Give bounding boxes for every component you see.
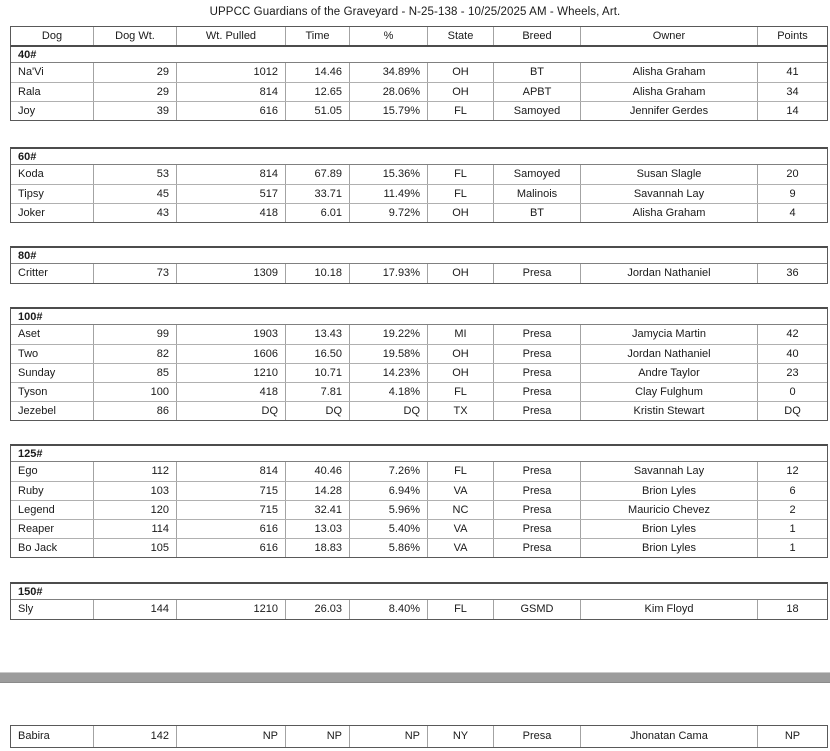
cell-breed: Presa xyxy=(493,325,580,344)
table-row xyxy=(11,325,827,344)
cell-wt-pulled: 1012 xyxy=(176,63,285,82)
cell-time: 13.43 xyxy=(285,325,349,344)
cell-points: 2 xyxy=(757,501,827,519)
cell-state: VA xyxy=(427,539,493,557)
cell-owner: Jamycia Martin xyxy=(580,325,757,344)
cell-dog: Bo Jack xyxy=(18,542,58,554)
cell-points: 0 xyxy=(757,383,827,401)
cell-percent: NP xyxy=(349,726,427,747)
cell-time: 40.46 xyxy=(285,462,349,481)
cell-time: 14.28 xyxy=(285,482,349,500)
cell-owner: Jennifer Gerdes xyxy=(580,102,757,120)
cell-owner: Alisha Graham xyxy=(580,63,757,82)
table-header-row xyxy=(10,26,828,47)
cell-state: FL xyxy=(427,462,493,481)
cell-time: DQ xyxy=(285,402,349,420)
table-row xyxy=(11,101,827,120)
cell-wt-pulled: 616 xyxy=(176,520,285,538)
cell-breed: Presa xyxy=(493,520,580,538)
cell-owner: Kim Floyd xyxy=(580,600,757,619)
weight-class-label: 125# xyxy=(11,446,827,462)
cell-wt-pulled: 616 xyxy=(176,539,285,557)
cell-dog: Joy xyxy=(18,105,36,117)
cell-state: OH xyxy=(427,83,493,101)
cell-dog: Sunday xyxy=(18,367,56,379)
cell-points: 41 xyxy=(757,63,827,82)
cell-dog: Tyson xyxy=(18,386,48,398)
cell-breed: GSMD xyxy=(493,600,580,619)
cell-breed: Presa xyxy=(493,501,580,519)
cell-points: 6 xyxy=(757,482,827,500)
cell-dog: Critter xyxy=(18,267,48,279)
cell-points: 42 xyxy=(757,325,827,344)
cell-state: TX xyxy=(427,402,493,420)
cell-dog: Ruby xyxy=(18,485,44,497)
cell-points: 40 xyxy=(757,345,827,363)
cell-wt-pulled: 1903 xyxy=(176,325,285,344)
cell-dog-wt: 82 xyxy=(93,345,176,363)
cell-owner: Savannah Lay xyxy=(580,462,757,481)
cell-time: 10.71 xyxy=(285,364,349,382)
cell-percent: 5.86% xyxy=(349,539,427,557)
cell-time: 14.46 xyxy=(285,63,349,82)
cell-percent: 17.93% xyxy=(349,264,427,283)
cell-points: 14 xyxy=(757,102,827,120)
cell-dog: Sly xyxy=(18,603,34,615)
cell-dog-wt: 29 xyxy=(93,63,176,82)
cell-points: 12 xyxy=(757,462,827,481)
cell-state: FL xyxy=(427,600,493,619)
cell-state: FL xyxy=(427,185,493,203)
cell-time: 67.89 xyxy=(285,165,349,184)
column-header-percent: % xyxy=(349,27,427,45)
cell-points: DQ xyxy=(757,402,827,420)
cell-wt-pulled: 814 xyxy=(176,462,285,481)
cell-percent: 4.18% xyxy=(349,383,427,401)
cell-time: 26.03 xyxy=(285,600,349,619)
cell-owner: Brion Lyles xyxy=(580,520,757,538)
cell-state: NC xyxy=(427,501,493,519)
cell-wt-pulled: 715 xyxy=(176,482,285,500)
cell-percent: 6.94% xyxy=(349,482,427,500)
cell-state: OH xyxy=(427,204,493,222)
cell-dog: Rala xyxy=(18,86,41,98)
cell-dog: Reaper xyxy=(18,523,55,535)
weight-class-label: 40# xyxy=(11,47,827,63)
cell-state: OH xyxy=(427,264,493,283)
weight-class-section-100 xyxy=(10,307,828,421)
cell-dog-wt: 29 xyxy=(93,83,176,101)
cell-state: OH xyxy=(427,345,493,363)
cell-dog-wt: 114 xyxy=(93,520,176,538)
cell-dog-wt: 100 xyxy=(93,383,176,401)
cell-wt-pulled: 1606 xyxy=(176,345,285,363)
cell-owner: Mauricio Chevez xyxy=(580,501,757,519)
cell-breed: Presa xyxy=(493,726,580,747)
cell-dog-wt: 85 xyxy=(93,364,176,382)
cell-state: MI xyxy=(427,325,493,344)
cell-dog-wt: 45 xyxy=(93,185,176,203)
cell-points: 4 xyxy=(757,204,827,222)
cell-percent: 8.40% xyxy=(349,600,427,619)
cell-owner: Jordan Nathaniel xyxy=(580,264,757,283)
cell-breed: Presa xyxy=(493,383,580,401)
table-row xyxy=(11,63,827,82)
cell-percent: 5.96% xyxy=(349,501,427,519)
cell-owner: Clay Fulghum xyxy=(580,383,757,401)
cell-breed: Samoyed xyxy=(493,102,580,120)
cell-time: 12.65 xyxy=(285,83,349,101)
cell-wt-pulled: DQ xyxy=(176,402,285,420)
cell-wt-pulled: NP xyxy=(176,726,285,747)
table-row xyxy=(11,344,827,363)
cell-points: 1 xyxy=(757,520,827,538)
cell-owner: Susan Slagle xyxy=(580,165,757,184)
cell-state: OH xyxy=(427,63,493,82)
cell-state: VA xyxy=(427,482,493,500)
column-header-points: Points xyxy=(757,27,827,45)
cell-breed: Presa xyxy=(493,345,580,363)
column-header-time: Time xyxy=(285,27,349,45)
cell-breed: Presa xyxy=(493,264,580,283)
weight-class-label: 150# xyxy=(11,584,827,600)
cell-time: 32.41 xyxy=(285,501,349,519)
cell-dog-wt: 144 xyxy=(93,600,176,619)
cell-percent: 19.22% xyxy=(349,325,427,344)
table-row xyxy=(11,363,827,382)
cell-percent: 28.06% xyxy=(349,83,427,101)
cell-dog: Aset xyxy=(18,328,41,340)
cell-points: 23 xyxy=(757,364,827,382)
table-row xyxy=(11,481,827,500)
table-row xyxy=(11,500,827,519)
table-row xyxy=(11,538,827,557)
cell-owner: Brion Lyles xyxy=(580,539,757,557)
cell-dog-wt: 73 xyxy=(93,264,176,283)
cell-owner: Alisha Graham xyxy=(580,204,757,222)
column-header-dog: Dog xyxy=(41,30,63,42)
cell-breed: Samoyed xyxy=(493,165,580,184)
cell-time: 16.50 xyxy=(285,345,349,363)
cell-time: 18.83 xyxy=(285,539,349,557)
table-row xyxy=(11,203,827,222)
cell-percent: 14.23% xyxy=(349,364,427,382)
table-row xyxy=(11,726,827,747)
cell-time: 6.01 xyxy=(285,204,349,222)
cell-dog-wt: 99 xyxy=(93,325,176,344)
page-title: UPPCC Guardians of the Graveyard - N-25-138 - 10/25/2025 AM - Wheels, Art. xyxy=(209,6,621,18)
cell-dog-wt: 43 xyxy=(93,204,176,222)
cell-percent: 5.40% xyxy=(349,520,427,538)
table-row xyxy=(11,165,827,184)
cell-points: 36 xyxy=(757,264,827,283)
cell-wt-pulled: 715 xyxy=(176,501,285,519)
weight-class-section-40 xyxy=(10,47,828,121)
cell-dog: Legend xyxy=(18,504,55,516)
cell-time: NP xyxy=(285,726,349,747)
cell-owner: Savannah Lay xyxy=(580,185,757,203)
column-header-breed: Breed xyxy=(493,27,580,45)
weight-class-section-150 xyxy=(10,582,828,620)
cell-dog: Jezebel xyxy=(18,405,56,417)
cell-dog-wt: 105 xyxy=(93,539,176,557)
cell-owner: Andre Taylor xyxy=(580,364,757,382)
cell-dog: Ego xyxy=(18,465,38,477)
cell-dog: Koda xyxy=(18,168,44,180)
table-row xyxy=(11,462,827,481)
table-row xyxy=(11,401,827,420)
cell-percent: DQ xyxy=(349,402,427,420)
cell-time: 7.81 xyxy=(285,383,349,401)
weight-class-label: 60# xyxy=(11,149,827,165)
cell-percent: 15.79% xyxy=(349,102,427,120)
cell-points: 18 xyxy=(757,600,827,619)
cell-dog: Na'Vi xyxy=(18,66,44,78)
cell-state: OH xyxy=(427,364,493,382)
cell-time: 13.03 xyxy=(285,520,349,538)
cell-percent: 34.89% xyxy=(349,63,427,82)
cell-percent: 9.72% xyxy=(349,204,427,222)
cell-dog-wt: 112 xyxy=(93,462,176,481)
cell-wt-pulled: 616 xyxy=(176,102,285,120)
weight-class-section-60 xyxy=(10,147,828,223)
cell-dog: Babira xyxy=(18,730,50,742)
table-row xyxy=(11,382,827,401)
cell-points: 34 xyxy=(757,83,827,101)
cell-percent: 7.26% xyxy=(349,462,427,481)
cell-owner: Jordan Nathaniel xyxy=(580,345,757,363)
cell-dog: Tipsy xyxy=(18,188,44,200)
weight-class-section-125 xyxy=(10,444,828,558)
column-header-owner: Owner xyxy=(580,27,757,45)
cell-breed: Presa xyxy=(493,462,580,481)
cell-state: FL xyxy=(427,383,493,401)
cell-percent: 11.49% xyxy=(349,185,427,203)
cell-time: 10.18 xyxy=(285,264,349,283)
cell-wt-pulled: 1210 xyxy=(176,600,285,619)
cell-breed: Presa xyxy=(493,402,580,420)
cell-points: 1 xyxy=(757,539,827,557)
cell-wt-pulled: 418 xyxy=(176,204,285,222)
weight-class-label: 80# xyxy=(11,248,827,264)
cell-dog: Two xyxy=(18,348,39,360)
cell-wt-pulled: 1210 xyxy=(176,364,285,382)
cell-points: 20 xyxy=(757,165,827,184)
cell-breed: Presa xyxy=(493,482,580,500)
cell-breed: APBT xyxy=(493,83,580,101)
cell-wt-pulled: 1309 xyxy=(176,264,285,283)
weight-class-label: 100# xyxy=(11,309,827,325)
cell-points: NP xyxy=(757,726,827,747)
cell-breed: Presa xyxy=(493,364,580,382)
cell-time: 33.71 xyxy=(285,185,349,203)
cell-state: FL xyxy=(427,102,493,120)
table-row xyxy=(11,519,827,538)
cell-dog-wt: 142 xyxy=(93,726,176,747)
cell-owner: Alisha Graham xyxy=(580,83,757,101)
cell-state: NY xyxy=(427,726,493,747)
column-header-wt-pulled: Wt. Pulled xyxy=(176,27,285,45)
cell-owner: Brion Lyles xyxy=(580,482,757,500)
cell-owner: Kristin Stewart xyxy=(580,402,757,420)
cell-wt-pulled: 814 xyxy=(176,165,285,184)
column-header-state: State xyxy=(427,27,493,45)
cell-percent: 19.58% xyxy=(349,345,427,363)
cell-wt-pulled: 814 xyxy=(176,83,285,101)
overflow-row-box xyxy=(10,725,828,748)
weight-class-section-80 xyxy=(10,246,828,284)
column-header-dog-wt: Dog Wt. xyxy=(93,27,176,45)
cell-points: 9 xyxy=(757,185,827,203)
cell-dog-wt: 120 xyxy=(93,501,176,519)
page-break-bar xyxy=(0,672,830,683)
table-row xyxy=(11,264,827,283)
cell-percent: 15.36% xyxy=(349,165,427,184)
table-row xyxy=(11,82,827,101)
table-row xyxy=(11,600,827,619)
cell-owner: Jhonatan Cama xyxy=(580,726,757,747)
table-row xyxy=(11,184,827,203)
cell-wt-pulled: 517 xyxy=(176,185,285,203)
cell-time: 51.05 xyxy=(285,102,349,120)
cell-dog-wt: 103 xyxy=(93,482,176,500)
cell-dog-wt: 39 xyxy=(93,102,176,120)
cell-breed: Malinois xyxy=(493,185,580,203)
cell-state: FL xyxy=(427,165,493,184)
cell-dog-wt: 53 xyxy=(93,165,176,184)
cell-dog-wt: 86 xyxy=(93,402,176,420)
cell-dog: Joker xyxy=(18,207,45,219)
cell-breed: Presa xyxy=(493,539,580,557)
cell-breed: BT xyxy=(493,63,580,82)
cell-wt-pulled: 418 xyxy=(176,383,285,401)
cell-breed: BT xyxy=(493,204,580,222)
cell-state: VA xyxy=(427,520,493,538)
